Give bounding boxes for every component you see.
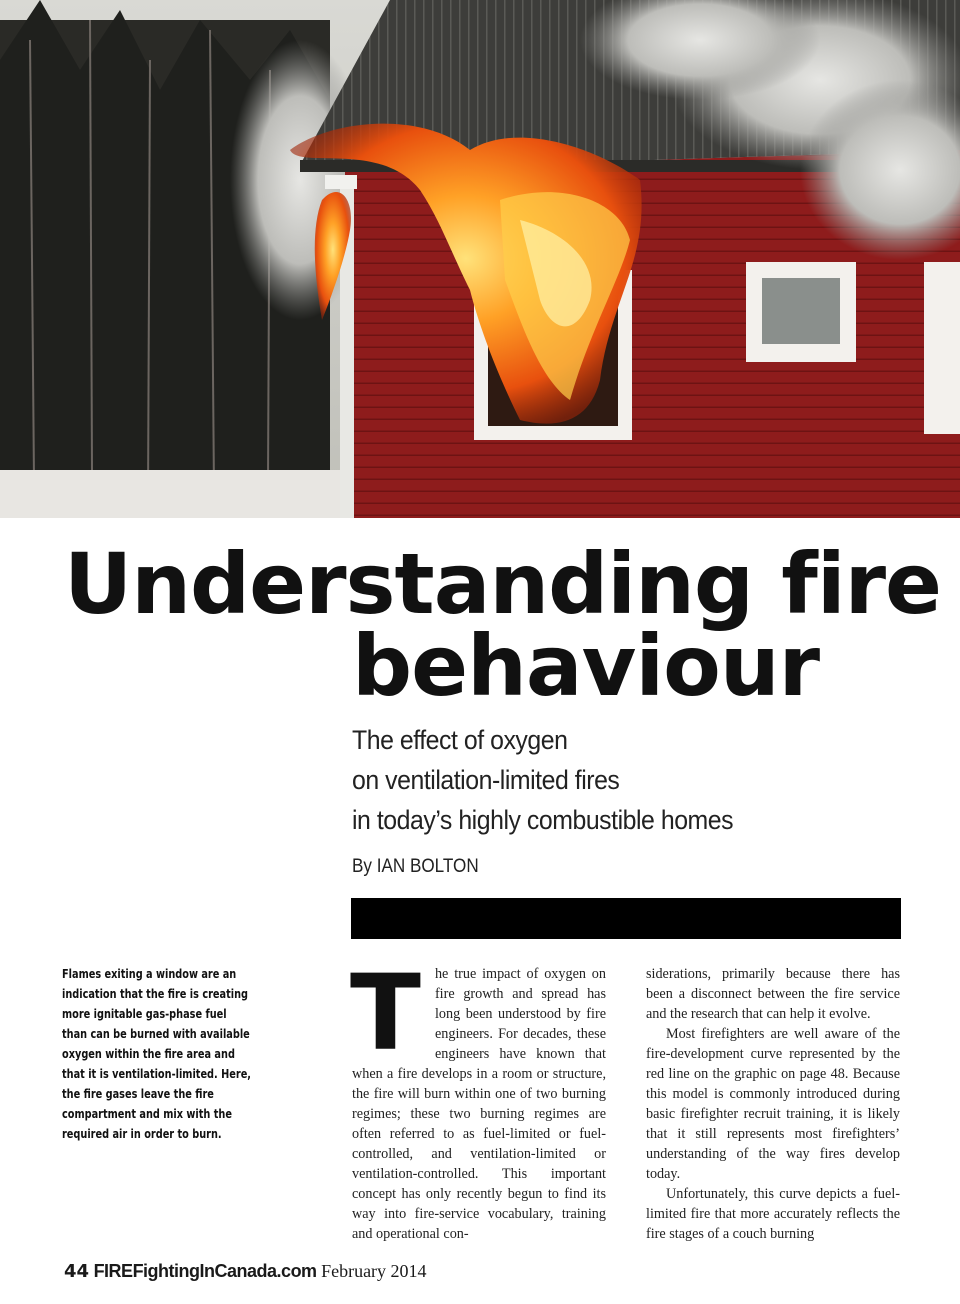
photo-caption [62,964,262,1144]
body-paragraph: he true impact of oxygen on fire growth and spread has long been understood by fire engineers. For decades, these engineers have known that when a fire develops in a room or structure, the fire will burn within one of two burning regimes; these two burning regimes are often referred to as fuel-limited or fuel-controlled, and ventilation-limited or ventilation-controlled. This important concept has only recently begun to find its way into fire-service vocabulary, training and operational con- [352,966,606,1242]
body-paragraph: Unfortunately, this curve depicts a fuel-limited fire that more accurately reflects the fire stages of a couch burning [646,1186,900,1242]
caption-line: oxygen within the fire area and [62,1046,235,1061]
body-paragraph: Most firefighters are well aware of the fire-development curve represented by the red line on the graphic on page 48. Because this model is commonly introduced during basic firefighter recruit training, it is likely that it still represents most firefighters’ understanding of the way fires develop today. [646,1026,900,1182]
caption-line: than can be burned with available [62,1026,250,1041]
body-column-1 [350,952,606,1244]
subtitle-line: on ventilation-limited fires [352,765,620,795]
caption-line: that it is ventilation-limited. Here, [62,1066,252,1081]
subtitle-line: in today’s highly combustible homes [352,805,734,835]
hero-photo [0,0,960,518]
website-link[interactable]: FIREFightingInCanada.com [93,1261,317,1281]
caption-line: compartment and mix with the [62,1106,232,1121]
page-number: 44 [64,1261,90,1282]
caption-line: Flames exiting a window are an [62,966,237,981]
title-line-2: behaviour [352,617,820,715]
caption-line: required air in order to burn. [62,1126,222,1141]
caption-line: the fire gases leave the fire [62,1086,214,1101]
subtitle-line: The effect of oxygen [352,725,568,755]
body-column-2 [646,964,900,1244]
page-footer [64,1261,427,1282]
body-paragraph: siderations, primarily because there has been a disconnect between the fire service and the research that can help it evolve. [646,966,900,1022]
byline: By IAN BOLTON [352,856,479,877]
caption-line: more ignitable gas-phase fuel [62,1006,227,1021]
redaction-bar [351,898,901,939]
caption-line: indication that the fire is creating [62,986,249,1001]
house-fire-illustration [0,0,960,518]
title-line-1: Understanding fire [64,535,942,633]
article-subtitle [352,720,867,840]
issue-date: February 2014 [321,1261,427,1281]
drop-cap: T [350,952,421,1074]
